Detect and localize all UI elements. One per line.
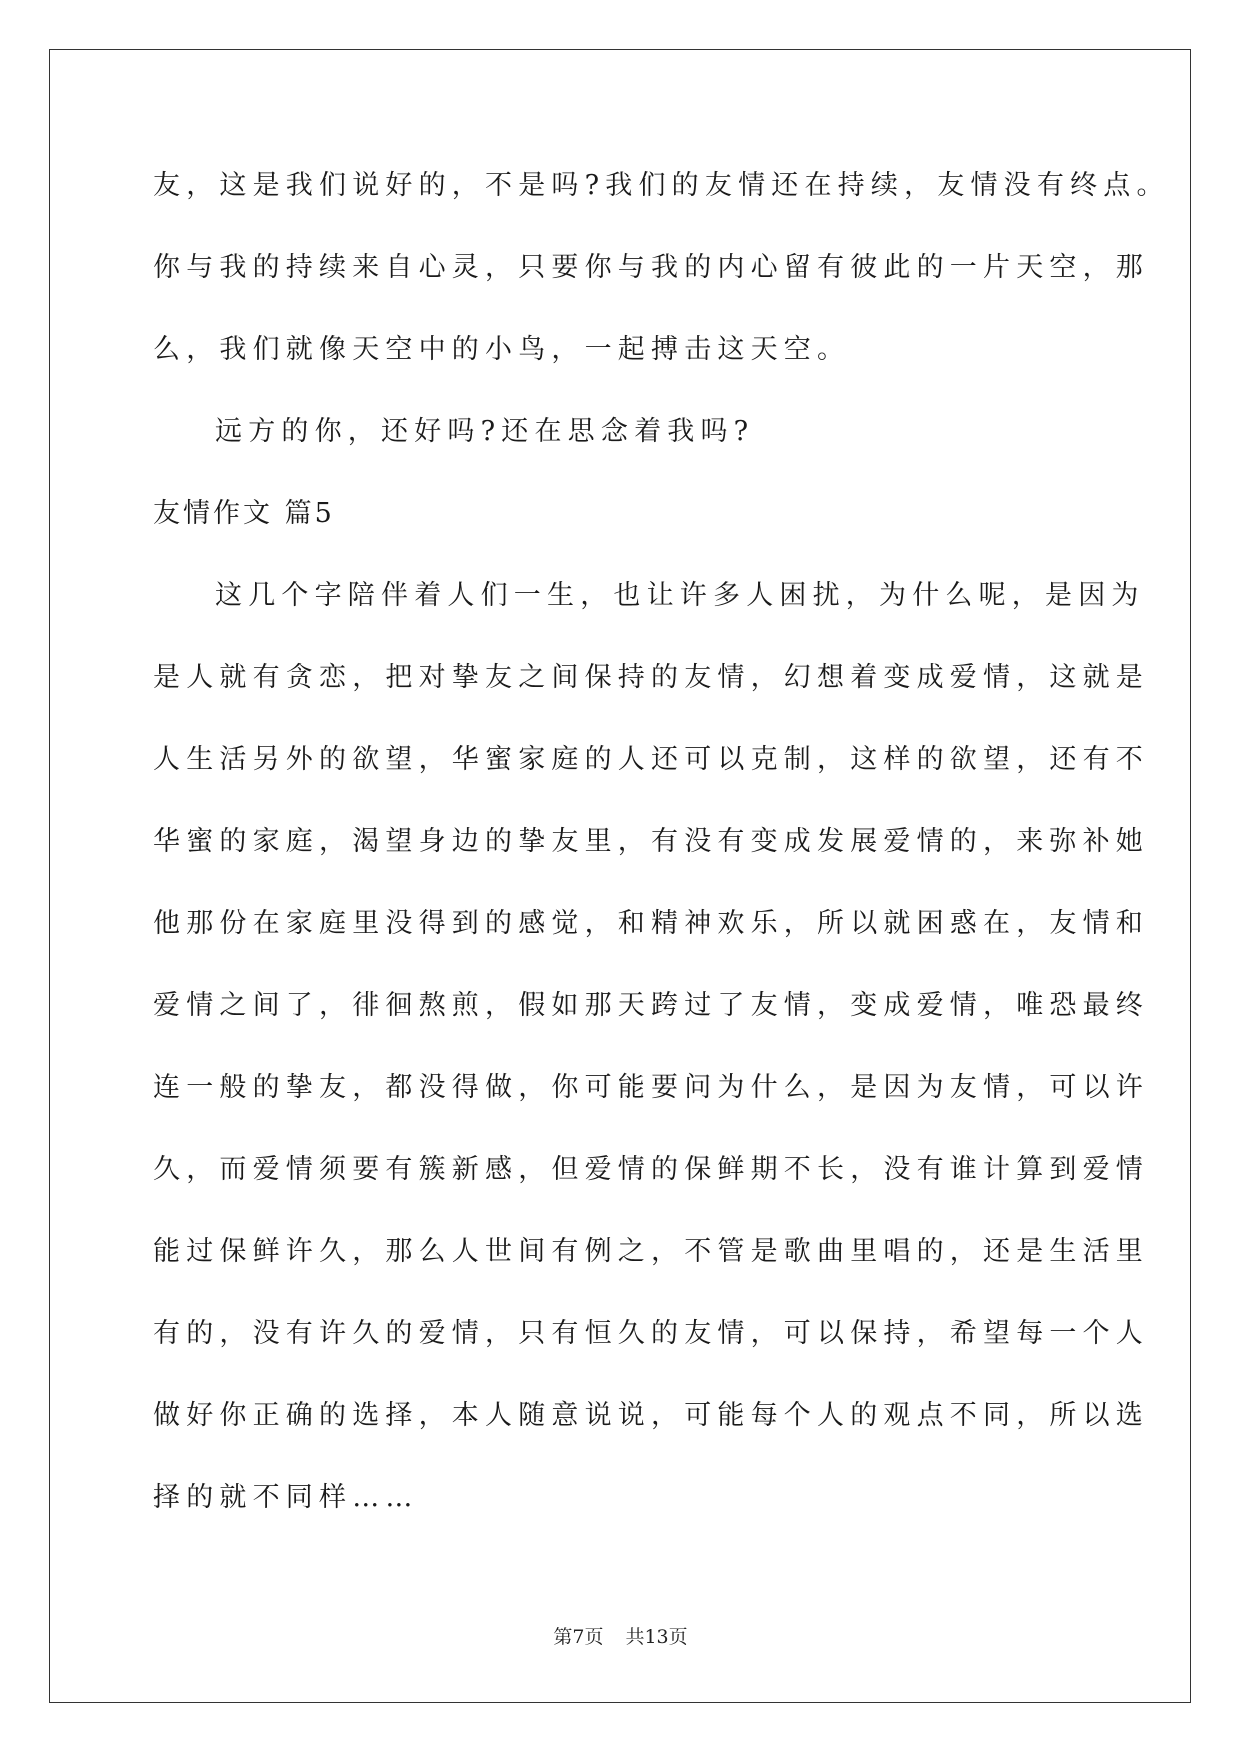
text-line: 久，而爱情须要有簇新感，但爱情的保鲜期不长，没有谁计算到爱情 [153,1154,1149,1185]
text-line: 择的就不同样…… [153,1482,419,1513]
text-line: 华蜜的家庭，渴望身边的挚友里，有没有变成发展爱情的，来弥补她 [153,826,1149,857]
page-total: 共13页 [625,1626,688,1648]
section-heading: 友情作文 篇5 [153,498,335,529]
text-line: 有的，没有许久的爱情，只有恒久的友情，可以保持，希望每一个人 [153,1318,1149,1349]
text-line: 你与我的持续来自心灵，只要你与我的内心留有彼此的一片天空，那 [153,252,1149,283]
text-line: 连一般的挚友，都没得做，你可能要问为什么，是因为友情，可以许 [153,1072,1149,1103]
page-number: 第7页 [553,1626,604,1648]
text-line: 人生活另外的欲望，华蜜家庭的人还可以克制，这样的欲望，还有不 [153,744,1149,775]
text-line: 爱情之间了，徘徊熬煎，假如那天跨过了友情，变成爱情，唯恐最终 [153,990,1149,1021]
text-line: 是人就有贪恋，把对挚友之间保持的友情，幻想着变成爱情，这就是 [153,662,1149,693]
document-body [153,160,1170,1554]
page-footer [0,1622,1241,1649]
text-line: 做好你正确的选择，本人随意说说，可能每个人的观点不同，所以选 [153,1400,1149,1431]
paragraph-first-line: 这几个字陪伴着人们一生，也让许多人困扰，为什么呢，是因为 [215,580,1145,611]
text-line: 他那份在家庭里没得到的感觉，和精神欢乐，所以就困惑在，友情和 [153,908,1149,939]
text-line: 能过保鲜许久，那么人世间有例之，不管是歌曲里唱的，还是生活里 [153,1236,1149,1267]
text-line: 么，我们就像天空中的小鸟，一起搏击这天空。 [153,334,851,365]
text-line: 友，这是我们说好的，不是吗?我们的友情还在持续，友情没有终点。 [153,170,1170,201]
paragraph-first-line: 远方的你，还好吗?还在思念着我吗? [215,416,755,447]
